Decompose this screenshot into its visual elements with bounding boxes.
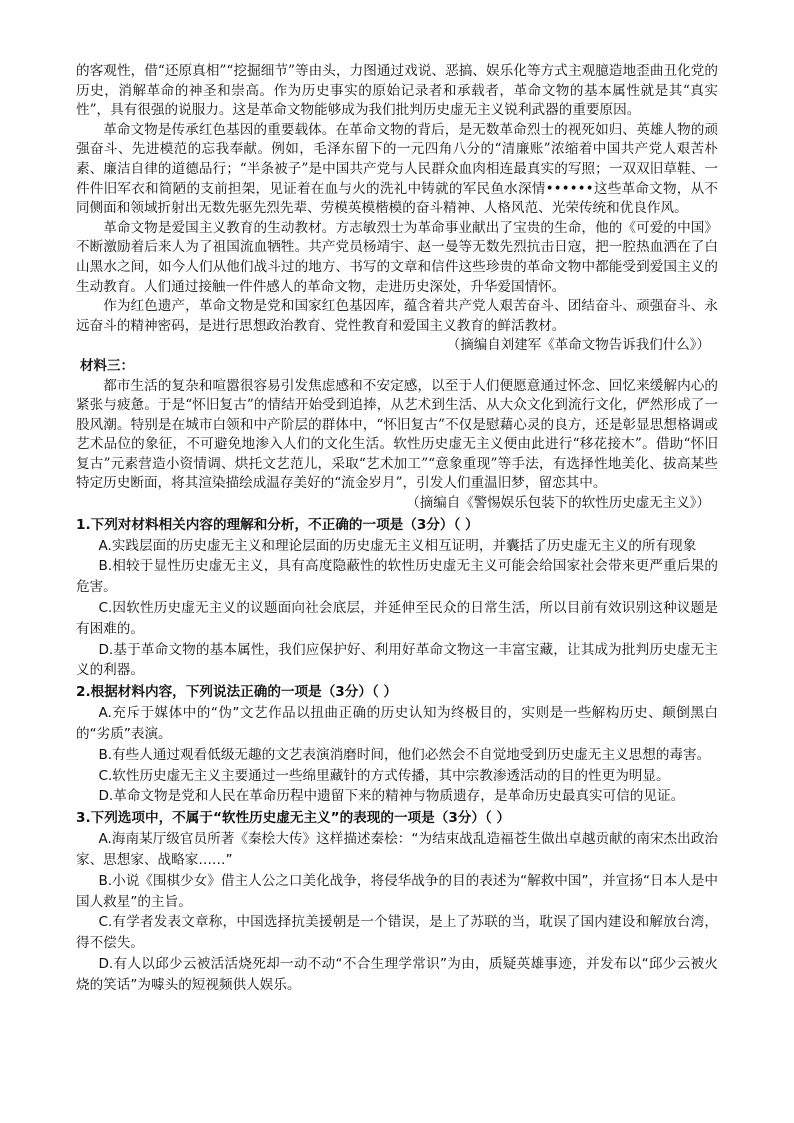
option-a[interactable]: A.海南某厅级官员所著《秦桧大传》这样描述秦桧：“为结束战乱造福苍生做出卓越贡献的南宋杰出政治家、思想家、战略家……” (76, 831, 718, 869)
option-a[interactable]: A.充斥于媒体中的“伪”文艺作品以扭曲正确的历史认知为终极目的，实则是一些解构历史、颠倒黑白的“劣质”表演。 (76, 705, 718, 743)
material2-source: （摘编自刘建军《革命文物告诉我们什么》） (446, 337, 710, 354)
question-2 (76, 682, 718, 807)
option-a[interactable]: A.实践层面的历史虚无主义和理论层面的历史虚无主义相互证明，并囊括了历史虚无主义的所有现象 (98, 537, 697, 554)
option-d[interactable]: D.有人以邱少云被活活烧死却一动不动“不合生理学常识”为由，质疑英雄事迹，并发布以“邱少云被火烧的笑话”为噱头的短视频供人娱乐。 (76, 956, 718, 993)
option-b[interactable]: B.小说《围棋少女》借主人公之口美化战争，将侵华战争的目的表述为“解救中国”，并宣扬“日本人是中国人救星”的主旨。 (76, 872, 718, 910)
option-d[interactable]: D.基于革命文物的基本属性，我们应保护好、利用好革命文物这一丰富宝藏，让其成为批判历史虚无主义的利器。 (76, 641, 718, 679)
question-stem: 2.根据材料内容，下列说法正确的一项是（3分）（ ） (76, 684, 398, 701)
material2-paragraph-3: 革命文物是爱国主义教育的生动教材。方志敏烈士为革命事业献出了宝贵的生命，他的《可爱的中国》不断激励着后来人为了祖国流血牺牲。共产党员杨靖宇、赵一曼等无数先烈抗击日寇，把一腔热血洒在了白山黑水之间，如今人们从他们战斗过的地方、书写的文章和信件这些珍贵的革命文物中都能受到爱国主义的生动教育。人们通过接触一件件感人的革命文物，走进历史深处，升华爱国情怀。 (76, 219, 718, 295)
option-c[interactable]: C.软性历史虚无主义主要通过一些绵里藏针的方式传播，其中宗教渗透活动的目的性更为明显。 (98, 767, 670, 784)
material2-paragraph-4: 作为红色遗产，革命文物是党和国家红色基因库，蕴含着共产党人艰苦奋斗、团结奋斗、顽强奋斗、永远奋斗的精神密码，是进行思想政治教育、党性教育和爱国主义教育的鲜活教材。 (76, 298, 718, 334)
material3-paragraph: 都市生活的复杂和喧嚣很容易引发焦虑感和不安定感，以至于人们便愿意通过怀念、回忆来缓解内心的紧张与疲惫。于是“怀旧复古”的情结开始受到追捧，从艺术到生活、从大众文化到流行文化，俨然形成了一股风潮。特别是在城市白领和中产阶层的群体中，“怀旧复古”不仅是慰藉心灵的良方，还是彰显思想格调或艺术品位的象征，不可避免地渗入人们的文化生活。软性历史虚无主义便由此进行“移花接木”。借助“怀旧复古”元素营造小资情调、烘托文艺范儿，采取“艺术加工”“意象重现”等手法，有选择性地美化、拔高某些特定历史断面，将其渲染描绘成温存美好的“流金岁月”，引发人们重温旧梦，留恋其中。 (76, 377, 718, 492)
material2-paragraph-1: 的客观性，借“还原真相”“挖掘细节”等由头，力图通过戏说、恶搞、娱乐化等方式主观臆造地歪曲丑化党的历史，消解革命的神圣和崇高。作为历史事实的原始记录者和承载者，革命文物的基本属性就是其“真实性”，具有很强的说服力。这是革命文物能够成为我们批判历史虚无主义锐利武器的重要原因。 (76, 63, 718, 119)
material3-source: （摘编自《警惕娱乐包装下的软性历史虚无主义》） (406, 495, 710, 512)
option-c[interactable]: C.有学者发表文章称，中国选择抗美援朝是一个错误，是上了苏联的当，耽误了国内建设和解放台湾，得不偿失。 (76, 914, 718, 952)
option-c[interactable]: C.因软性历史虚无主义的议题面向社会底层，并延伸至民众的日常生活，所以目前有效识别这种议题是有困难的。 (76, 600, 718, 637)
material3-heading: 材料三： (80, 357, 134, 374)
option-b[interactable]: B.相较于显性历史虚无主义，具有高度隐蔽性的软性历史虚无主义可能会给国家社会带来更严重后果的危害。 (76, 558, 718, 596)
question-1 (76, 515, 718, 682)
option-b[interactable]: B.有些人通过观看低级无趣的文艺表演消磨时间，他们必然会不自觉地受到历史虚无主义思想的毒害。 (98, 746, 711, 763)
question-stem: 1.下列对材料相关内容的理解和分析，不正确的一项是（3分）（ ） (76, 516, 479, 533)
option-d[interactable]: D.革命文物是党和人民在革命历程中遗留下来的精神与物质遗存，是革命历史最真实可信的见证。 (98, 788, 685, 805)
material2-paragraph-2: 革命文物是传承红色基因的重要载体。在革命文物的背后，是无数革命烈士的视死如归、英雄人物的顽强奋斗、先进模范的忘我奉献。例如，毛泽东留下的一元四角八分的“清廉账”浓缩着中国共产党人艰苦朴素、廉洁自律的道德品行；“半条被子”是中国共产党与人民群众血肉相连最真实的写照；一双双旧草鞋、一件件旧军衣和简陋的支前担架，见证着在血与火的洗礼中铸就的军民鱼水深情••••••这些革命文物，从不同侧面和领域折射出无数先驱先烈先辈、劳模英模楷模的奋斗精神、人格风范、光荣传统和优良作风。 (76, 121, 718, 217)
question-3 (76, 808, 718, 995)
question-stem: 3.下列选项中，不属于“软性历史虚无主义”的表现的一项是（3分）（ ） (76, 810, 511, 827)
document-page (76, 62, 718, 996)
